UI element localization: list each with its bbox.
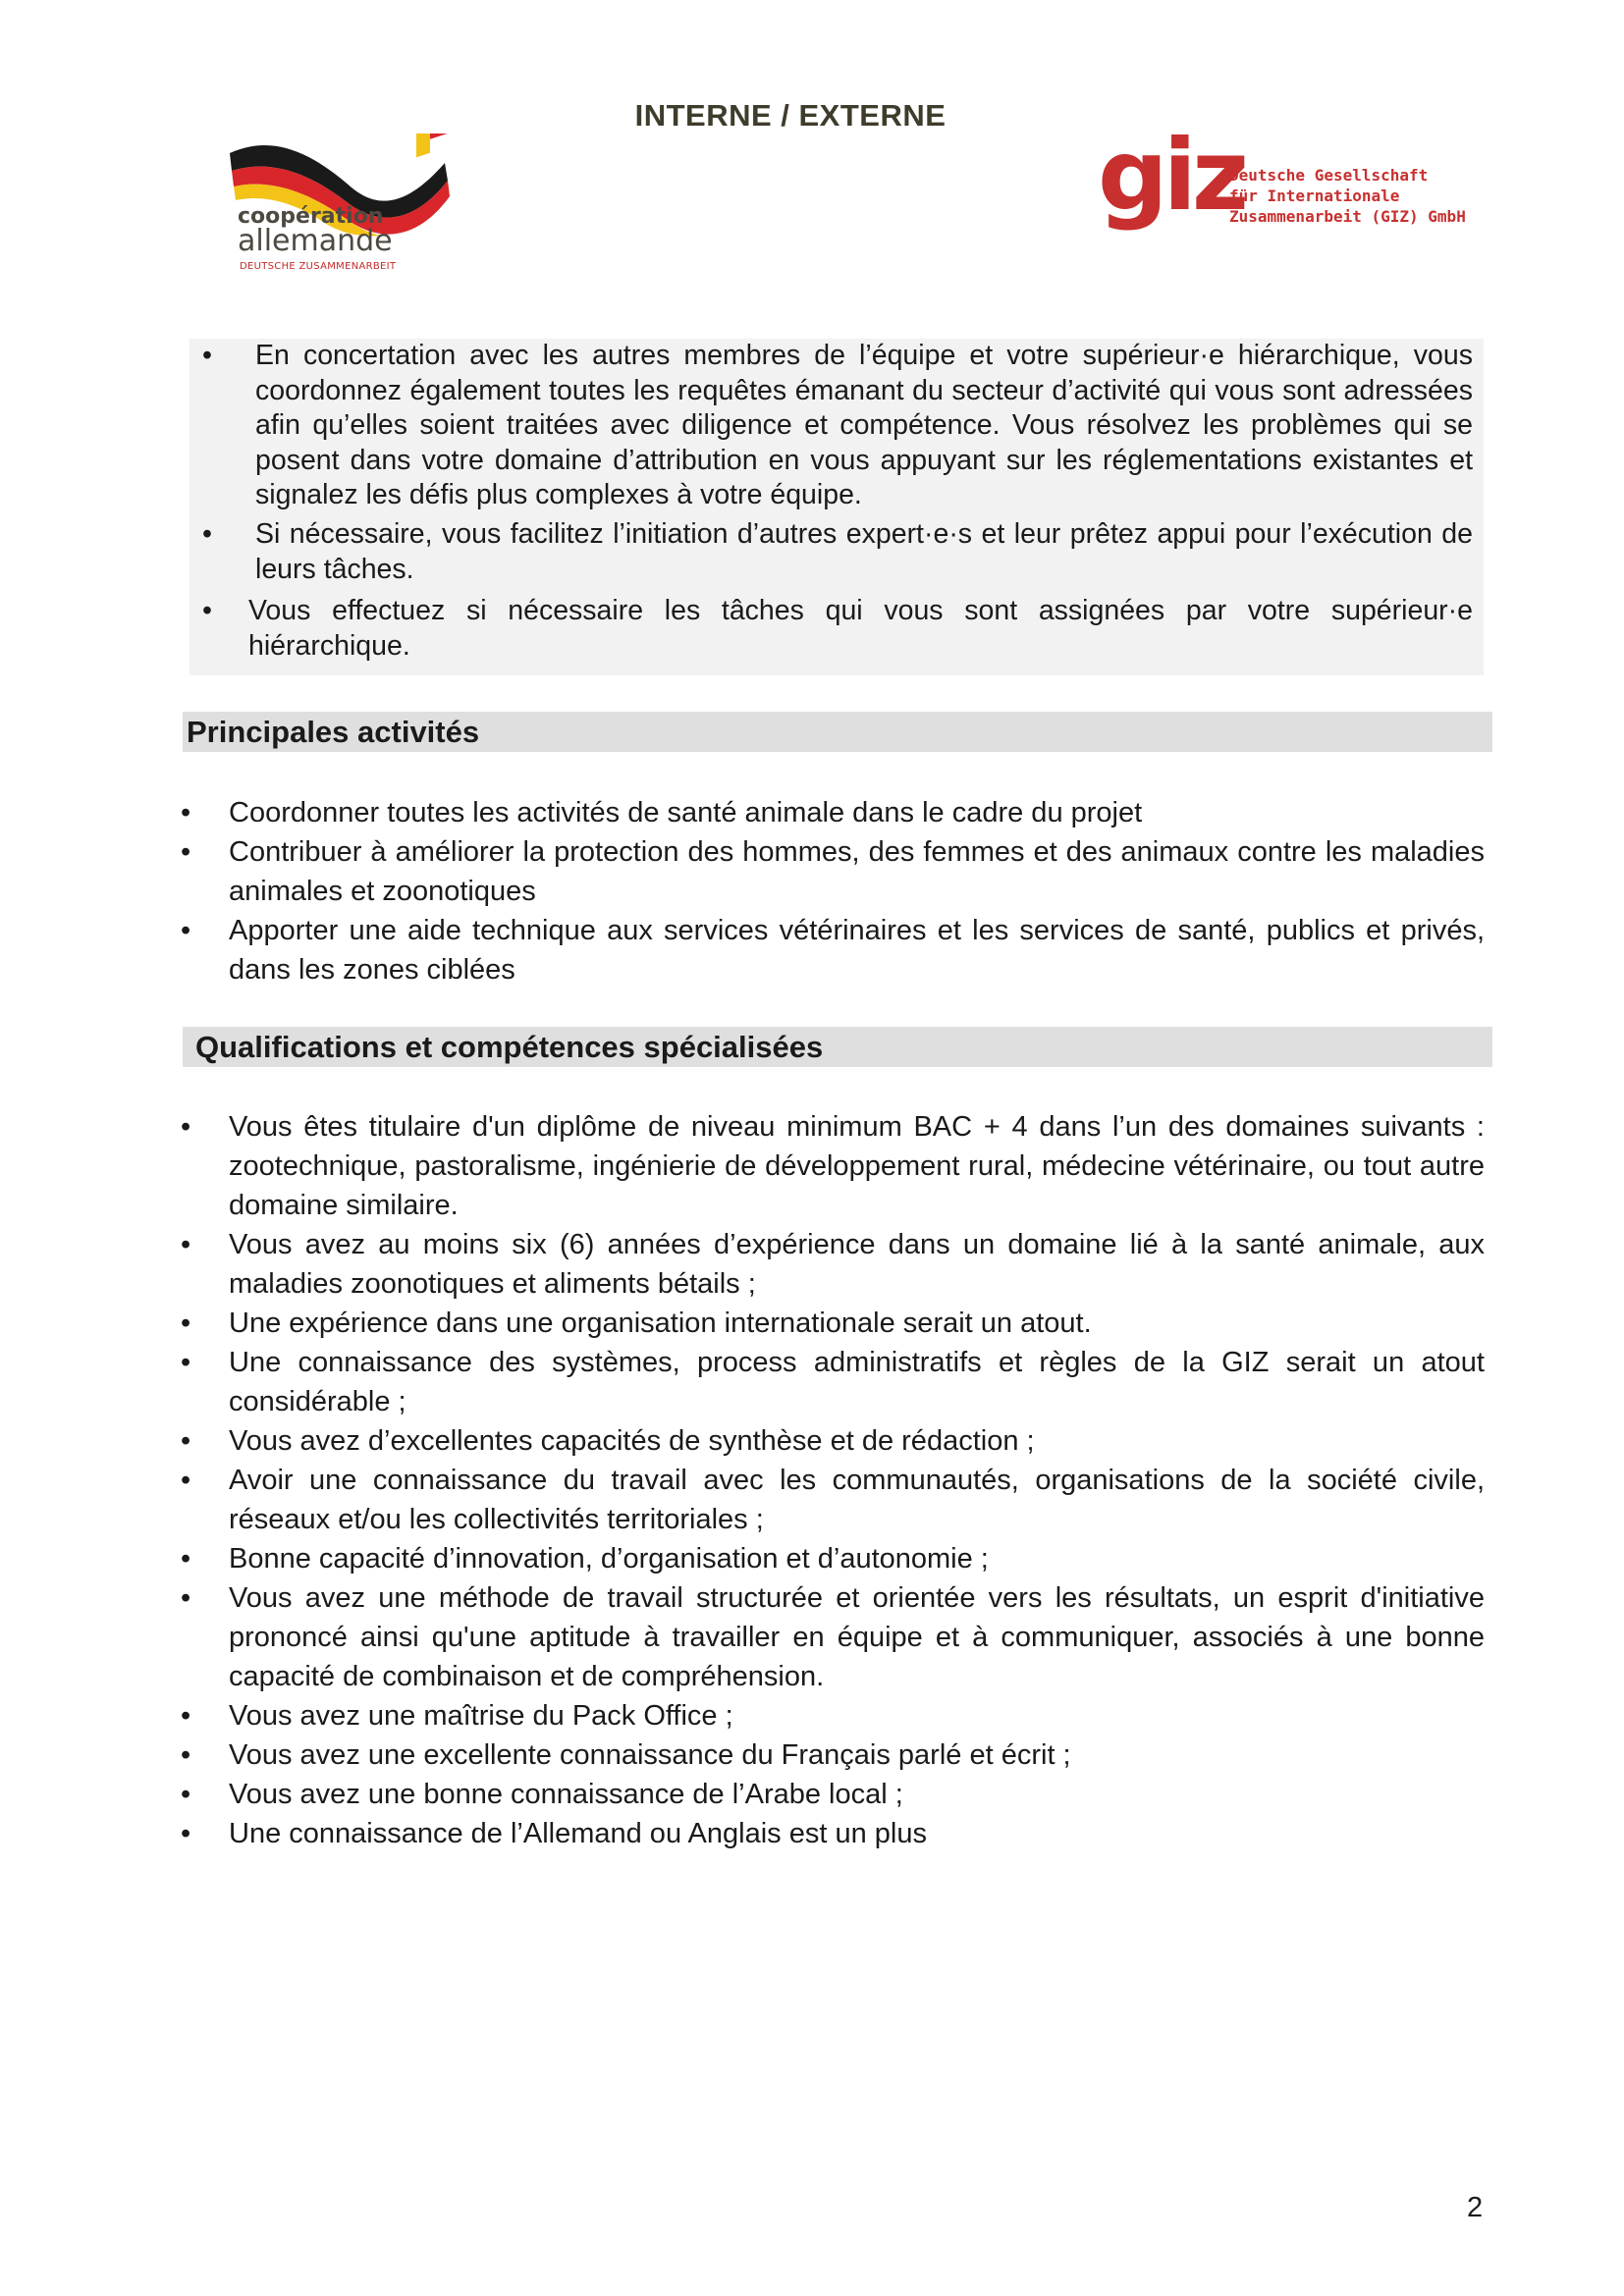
bullet: • [181,797,191,828]
list-item-text: Une expérience dans une organisation internationale serait un atout. [229,1308,1092,1339]
bullet: • [181,1425,191,1457]
page-number: 2 [1467,2192,1484,2223]
bullet: • [181,1111,191,1143]
bullet: • [181,1308,191,1339]
list-item [173,911,1485,989]
section-heading-activities: Principales activités [183,712,1492,752]
giz-name-line: Zusammenarbeit (GIZ) GmbH [1229,207,1466,226]
list-item [173,793,1485,832]
giz-full-name [1229,165,1466,227]
list-item-text: Vous effectuez si nécessaire les tâches qui vous sont assignées par votre supérieur·e hiérarchique. [248,595,1473,662]
list-item [173,1578,1485,1696]
list-item-text: Bonne capacité d’innovation, d’organisation et d’autonomie ; [229,1543,989,1575]
list-item [173,1775,1485,1814]
giz-wordmark: giz [1098,118,1245,233]
list-item-text: En concertation avec les autres membres de l’équipe et votre supérieur·e hiérarchique, vous coordonnez également toutes les requêtes émanant du secteur d’activité qui vous sont adressées afin qu’elles soient traitées avec diligence et compétence. Vous résolvez les problèmes qui se posent dans votre domaine d’attribution en vous appuyant sur les réglementations existantes et signalez les défis plus complexes à votre équipe. [255,340,1473,510]
bullet: • [181,1229,191,1260]
list-item-text: Vous avez une bonne connaissance de l’Arabe local ; [229,1779,903,1810]
list-item [173,1461,1485,1539]
list-item-text: Vous avez une méthode de travail structurée et orientée vers les résultats, un esprit d'initiative prononcé ainsi qu'une aptitude à travailler en équipe et à communiquer, associés à une bonne capacité de combinaison et de compréhension. [229,1582,1485,1692]
list-item [173,832,1485,911]
list-item-text: Avoir une connaissance du travail avec les communautés, organisations de la société civile, réseaux et/ou les collectivités territoriales ; [229,1465,1485,1535]
activities-list [173,793,1485,989]
list-item [173,1343,1485,1421]
section-heading-qualifications: Qualifications et compétences spécialisées [183,1027,1492,1067]
bullet: • [181,1700,191,1732]
bullet: • [181,1779,191,1810]
logo-text-cooperation: coopération [238,204,384,229]
giz-name-line: Deutsche Gesellschaft [1229,166,1429,185]
list-item-text: Vous avez une excellente connaissance du Français parlé et écrit ; [229,1739,1071,1771]
giz-name-line: für Internationale [1229,187,1400,205]
list-item-text: Vous avez d’excellentes capacités de synthèse et de rédaction ; [229,1425,1035,1457]
list-item [173,1539,1485,1578]
qualifications-list [173,1107,1485,1853]
list-item-text: Une connaissance de l’Allemand ou Anglais est un plus [229,1818,927,1849]
list-item-text: Apporter une aide technique aux services vétérinaires et les services de santé, publics et privés, dans les zones ciblées [229,915,1485,986]
logo-text-deutsche-zusammenarbeit: DEUTSCHE ZUSAMMENARBEIT [240,261,397,272]
bullet: • [181,1347,191,1378]
list-item [173,1107,1485,1225]
bullet: • [202,340,212,371]
list-item [173,1696,1485,1735]
bullet: • [181,915,191,946]
giz-logo [1098,118,1490,253]
list-item [173,1225,1485,1304]
responsibilities-continued-box [189,339,1484,675]
logo-text-allemande: allemande [238,224,393,258]
list-item-text: Contribuer à améliorer la protection des hommes, des femmes et des animaux contre les maladies animales et zoonotiques [229,836,1485,907]
list-item [173,1735,1485,1775]
bullet: • [181,1543,191,1575]
bullet: • [181,1739,191,1771]
bullet: • [181,1582,191,1614]
list-item-text: Vous êtes titulaire d'un diplôme de niveau minimum BAC + 4 dans l’un des domaines suivants : zootechnique, pastoralisme, ingénierie de développement rural, médecine vétérinaire, ou tout autre domaine similaire. [229,1111,1485,1221]
bullet: • [181,1465,191,1496]
cooperation-allemande-logo [224,133,469,281]
bullet: • [181,1818,191,1849]
list-item [173,1304,1485,1343]
bullet: • [202,518,212,550]
bullet: • [202,595,212,626]
list-item-text: Une connaissance des systèmes, process administratifs et règles de la GIZ serait un atout considérable ; [229,1347,1485,1417]
list-item-text: Vous avez au moins six (6) années d’expérience dans un domaine lié à la santé animale, aux maladies zoonotiques et aliments bétails ; [229,1229,1485,1300]
document-classification: INTERNE / EXTERNE [634,98,947,133]
list-item [173,1421,1485,1461]
list-item [173,1814,1485,1853]
bullet: • [181,836,191,868]
list-item-text: Coordonner toutes les activités de santé animale dans le cadre du projet [229,797,1143,828]
list-item-text: Vous avez une maîtrise du Pack Office ; [229,1700,733,1732]
list-item-text: Si nécessaire, vous facilitez l’initiation d’autres expert·e·s et leur prêtez appui pour l’exécution de leurs tâches. [255,518,1473,585]
